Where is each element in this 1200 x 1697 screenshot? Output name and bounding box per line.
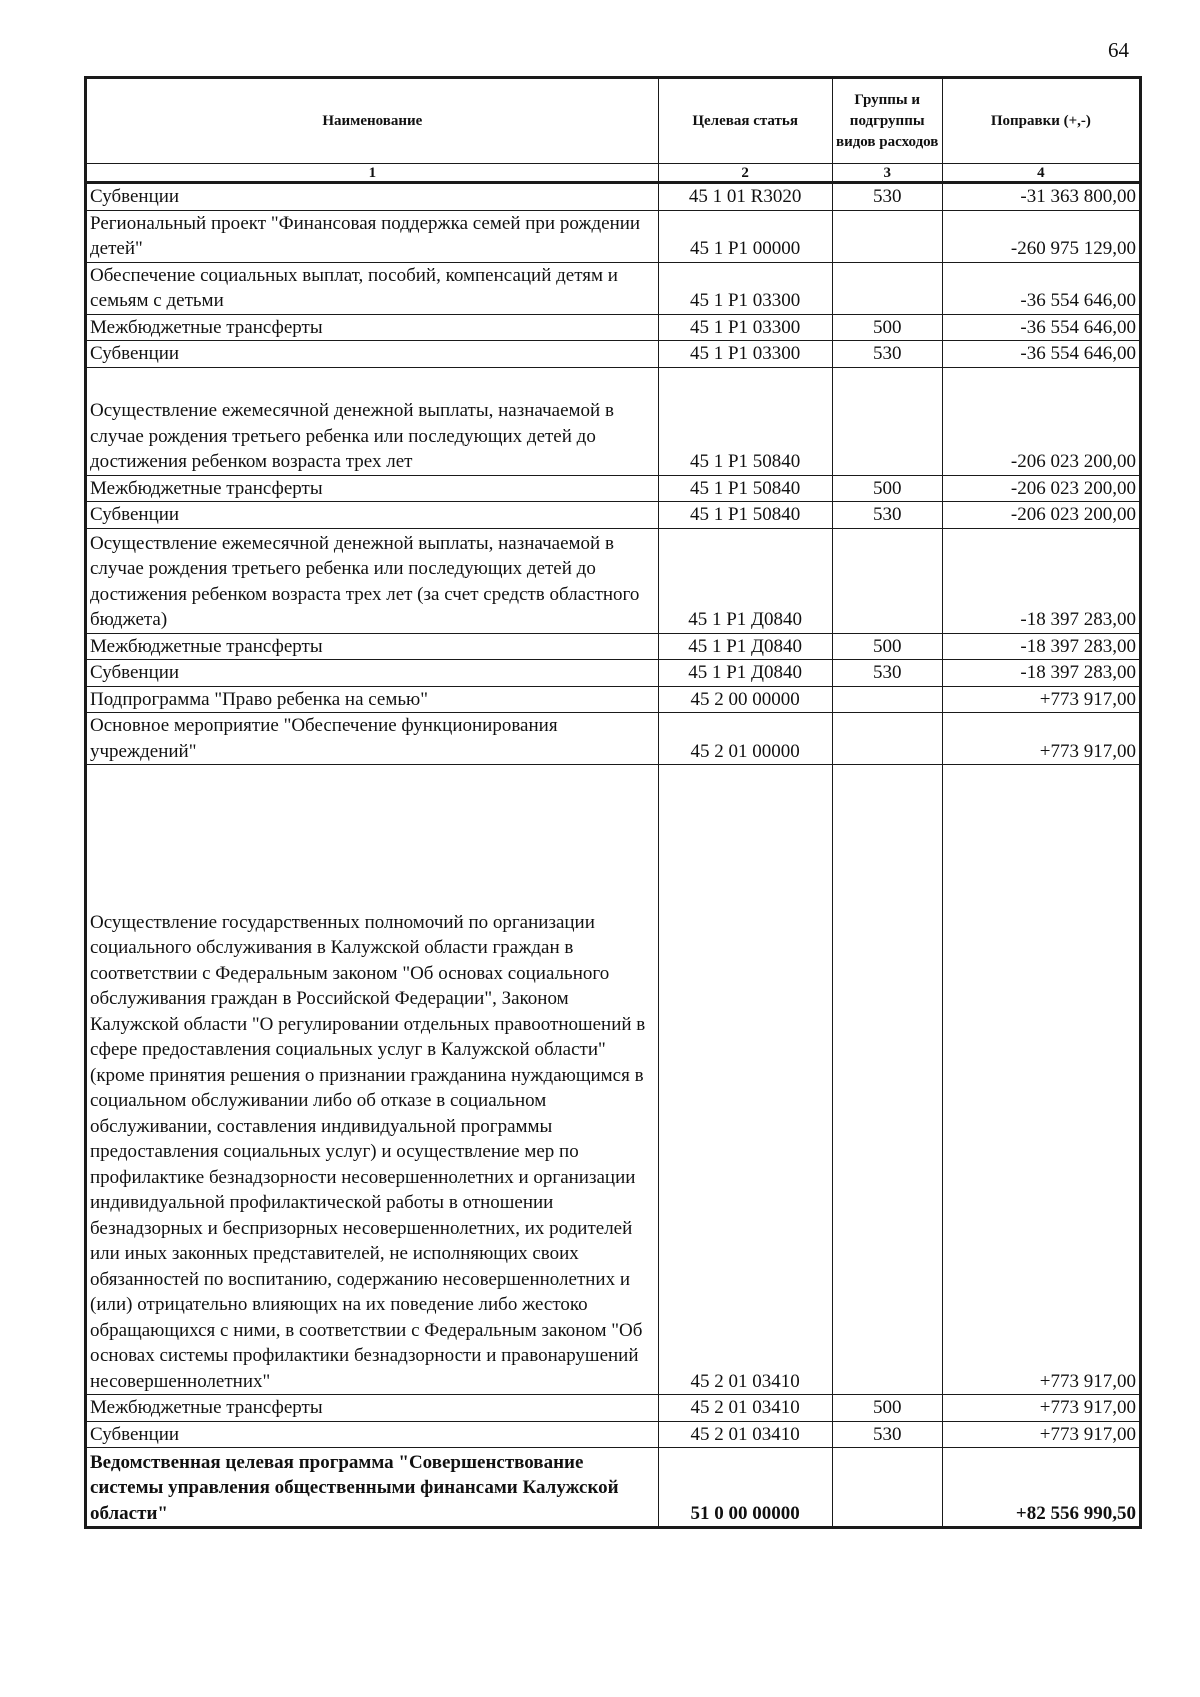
row-name: Осуществление государственных полномочий по организации социального обслуживания в Калужской области граждан в соответствии с Федеральным законом "Об основах социального обслуживания граждан в Российской Федерации", Законом Калужской области "О регулировании отдельных правоотношений в сфере предоставления социальных услуг в Калужской области" (кроме принятия решения о признании гражданина нуждающимся в социальном обслуживании либо об отказе в социальном обслуживании, составления индивидуальной программы предоставления социальных услуг) и осуществление мер по профилактике безнадзорности несовершеннолетних и организации индивидуальной профилактической работы в отношении безнадзорных и беспризорных несовершеннолетних, их родителей или иных законных представителей, не исполняющих своих обязанностей по воспитанию, содержанию несовершеннолетних и (или) отрицательно влияющих на их поведение либо жестоко обращающихся с ними, в соответствии с Федеральным законом "Об основах системы профилактики безнадзорности и правонарушений несовершеннолетних" (86, 765, 659, 1395)
column-number: 3 (832, 164, 942, 183)
row-name: Субвенции (86, 183, 659, 211)
row-amount: +773 917,00 (942, 686, 1140, 713)
row-code: 45 2 00 00000 (658, 686, 832, 713)
row-name: Субвенции (86, 341, 659, 368)
row-name: Осуществление ежемесячной денежной выплаты, назначаемой в случае рождения третьего ребенка или последующих детей до достижения ребенком возраста трех лет (86, 367, 659, 475)
row-amount: -206 023 200,00 (942, 502, 1140, 529)
table-row (86, 713, 1141, 765)
row-amount: +773 917,00 (942, 713, 1140, 765)
row-group (832, 765, 942, 1395)
table-row (86, 660, 1141, 687)
column-number: 1 (86, 164, 659, 183)
row-group: 530 (832, 660, 942, 687)
row-group (832, 713, 942, 765)
page-number: 64 (1108, 38, 1129, 62)
table-row (86, 528, 1141, 633)
row-code: 45 2 01 03410 (658, 1395, 832, 1422)
row-code: 45 1 P1 03300 (658, 341, 832, 368)
table-row (86, 367, 1141, 475)
row-name: Субвенции (86, 660, 659, 687)
row-group: 500 (832, 1395, 942, 1422)
table-row (86, 633, 1141, 660)
header-code: Целевая статья (658, 78, 832, 164)
table-row (86, 686, 1141, 713)
row-name: Подпрограмма "Право ребенка на семью" (86, 686, 659, 713)
row-group: 530 (832, 502, 942, 529)
table-row-program-total (86, 1448, 1141, 1528)
header-group: Группы и подгруппы видов расходов (832, 78, 942, 164)
row-group: 500 (832, 633, 942, 660)
row-amount: -206 023 200,00 (942, 475, 1140, 502)
row-group (832, 528, 942, 633)
row-code: 51 0 00 00000 (658, 1448, 832, 1528)
row-name: Ведомственная целевая программа "Совершенствование системы управления общественными финансами Калужской области" (86, 1448, 659, 1528)
row-group: 530 (832, 1421, 942, 1448)
table-row (86, 502, 1141, 529)
row-amount: -36 554 646,00 (942, 314, 1140, 341)
row-amount: -260 975 129,00 (942, 210, 1140, 262)
row-amount: -206 023 200,00 (942, 367, 1140, 475)
row-code: 45 2 01 00000 (658, 713, 832, 765)
table-row (86, 262, 1141, 314)
row-amount: -36 554 646,00 (942, 341, 1140, 368)
table-row (86, 765, 1141, 1395)
row-name: Субвенции (86, 1421, 659, 1448)
table-body (86, 183, 1141, 1528)
row-name: Межбюджетные трансферты (86, 633, 659, 660)
table-row (86, 183, 1141, 211)
row-name: Субвенции (86, 502, 659, 529)
row-group: 530 (832, 341, 942, 368)
row-group: 530 (832, 183, 942, 211)
row-code: 45 1 P1 50840 (658, 502, 832, 529)
row-amount: -18 397 283,00 (942, 528, 1140, 633)
header-amount: Поправки (+,-) (942, 78, 1140, 164)
row-code: 45 1 01 R3020 (658, 183, 832, 211)
row-code: 45 2 01 03410 (658, 1421, 832, 1448)
table-row (86, 1395, 1141, 1422)
row-code: 45 1 P1 50840 (658, 475, 832, 502)
header-name: Наименование (86, 78, 659, 164)
row-amount: -18 397 283,00 (942, 660, 1140, 687)
row-code: 45 1 P1 03300 (658, 314, 832, 341)
row-code: 45 1 P1 50840 (658, 367, 832, 475)
row-amount: +773 917,00 (942, 765, 1140, 1395)
row-name: Межбюджетные трансферты (86, 475, 659, 502)
table-row (86, 314, 1141, 341)
row-amount: -18 397 283,00 (942, 633, 1140, 660)
row-amount: +773 917,00 (942, 1421, 1140, 1448)
row-name: Региональный проект "Финансовая поддержка семей при рождении детей" (86, 210, 659, 262)
row-amount: +773 917,00 (942, 1395, 1140, 1422)
row-code: 45 1 P1 03300 (658, 262, 832, 314)
row-group (832, 210, 942, 262)
row-code: 45 1 P1 Д0840 (658, 528, 832, 633)
row-name: Межбюджетные трансферты (86, 1395, 659, 1422)
row-amount: +82 556 990,50 (942, 1448, 1140, 1528)
table-row (86, 475, 1141, 502)
row-code: 45 1 P1 Д0840 (658, 660, 832, 687)
row-group: 500 (832, 475, 942, 502)
table-row (86, 1421, 1141, 1448)
row-amount: -31 363 800,00 (942, 183, 1140, 211)
row-name: Межбюджетные трансферты (86, 314, 659, 341)
budget-table (84, 76, 1142, 1529)
table-row (86, 341, 1141, 368)
column-number: 4 (942, 164, 1140, 183)
row-amount: -36 554 646,00 (942, 262, 1140, 314)
row-group (832, 1448, 942, 1528)
row-group: 500 (832, 314, 942, 341)
table-row (86, 210, 1141, 262)
row-group (832, 686, 942, 713)
row-name: Обеспечение социальных выплат, пособий, компенсаций детям и семьям с детьми (86, 262, 659, 314)
row-code: 45 1 P1 Д0840 (658, 633, 832, 660)
row-name: Осуществление ежемесячной денежной выплаты, назначаемой в случае рождения третьего ребенка или последующих детей до достижения ребенком возраста трех лет (за счет средств областного бюджета) (86, 528, 659, 633)
row-group (832, 367, 942, 475)
row-name: Основное мероприятие "Обеспечение функционирования учреждений" (86, 713, 659, 765)
row-code: 45 1 P1 00000 (658, 210, 832, 262)
column-number: 2 (658, 164, 832, 183)
row-code: 45 2 01 03410 (658, 765, 832, 1395)
row-group (832, 262, 942, 314)
